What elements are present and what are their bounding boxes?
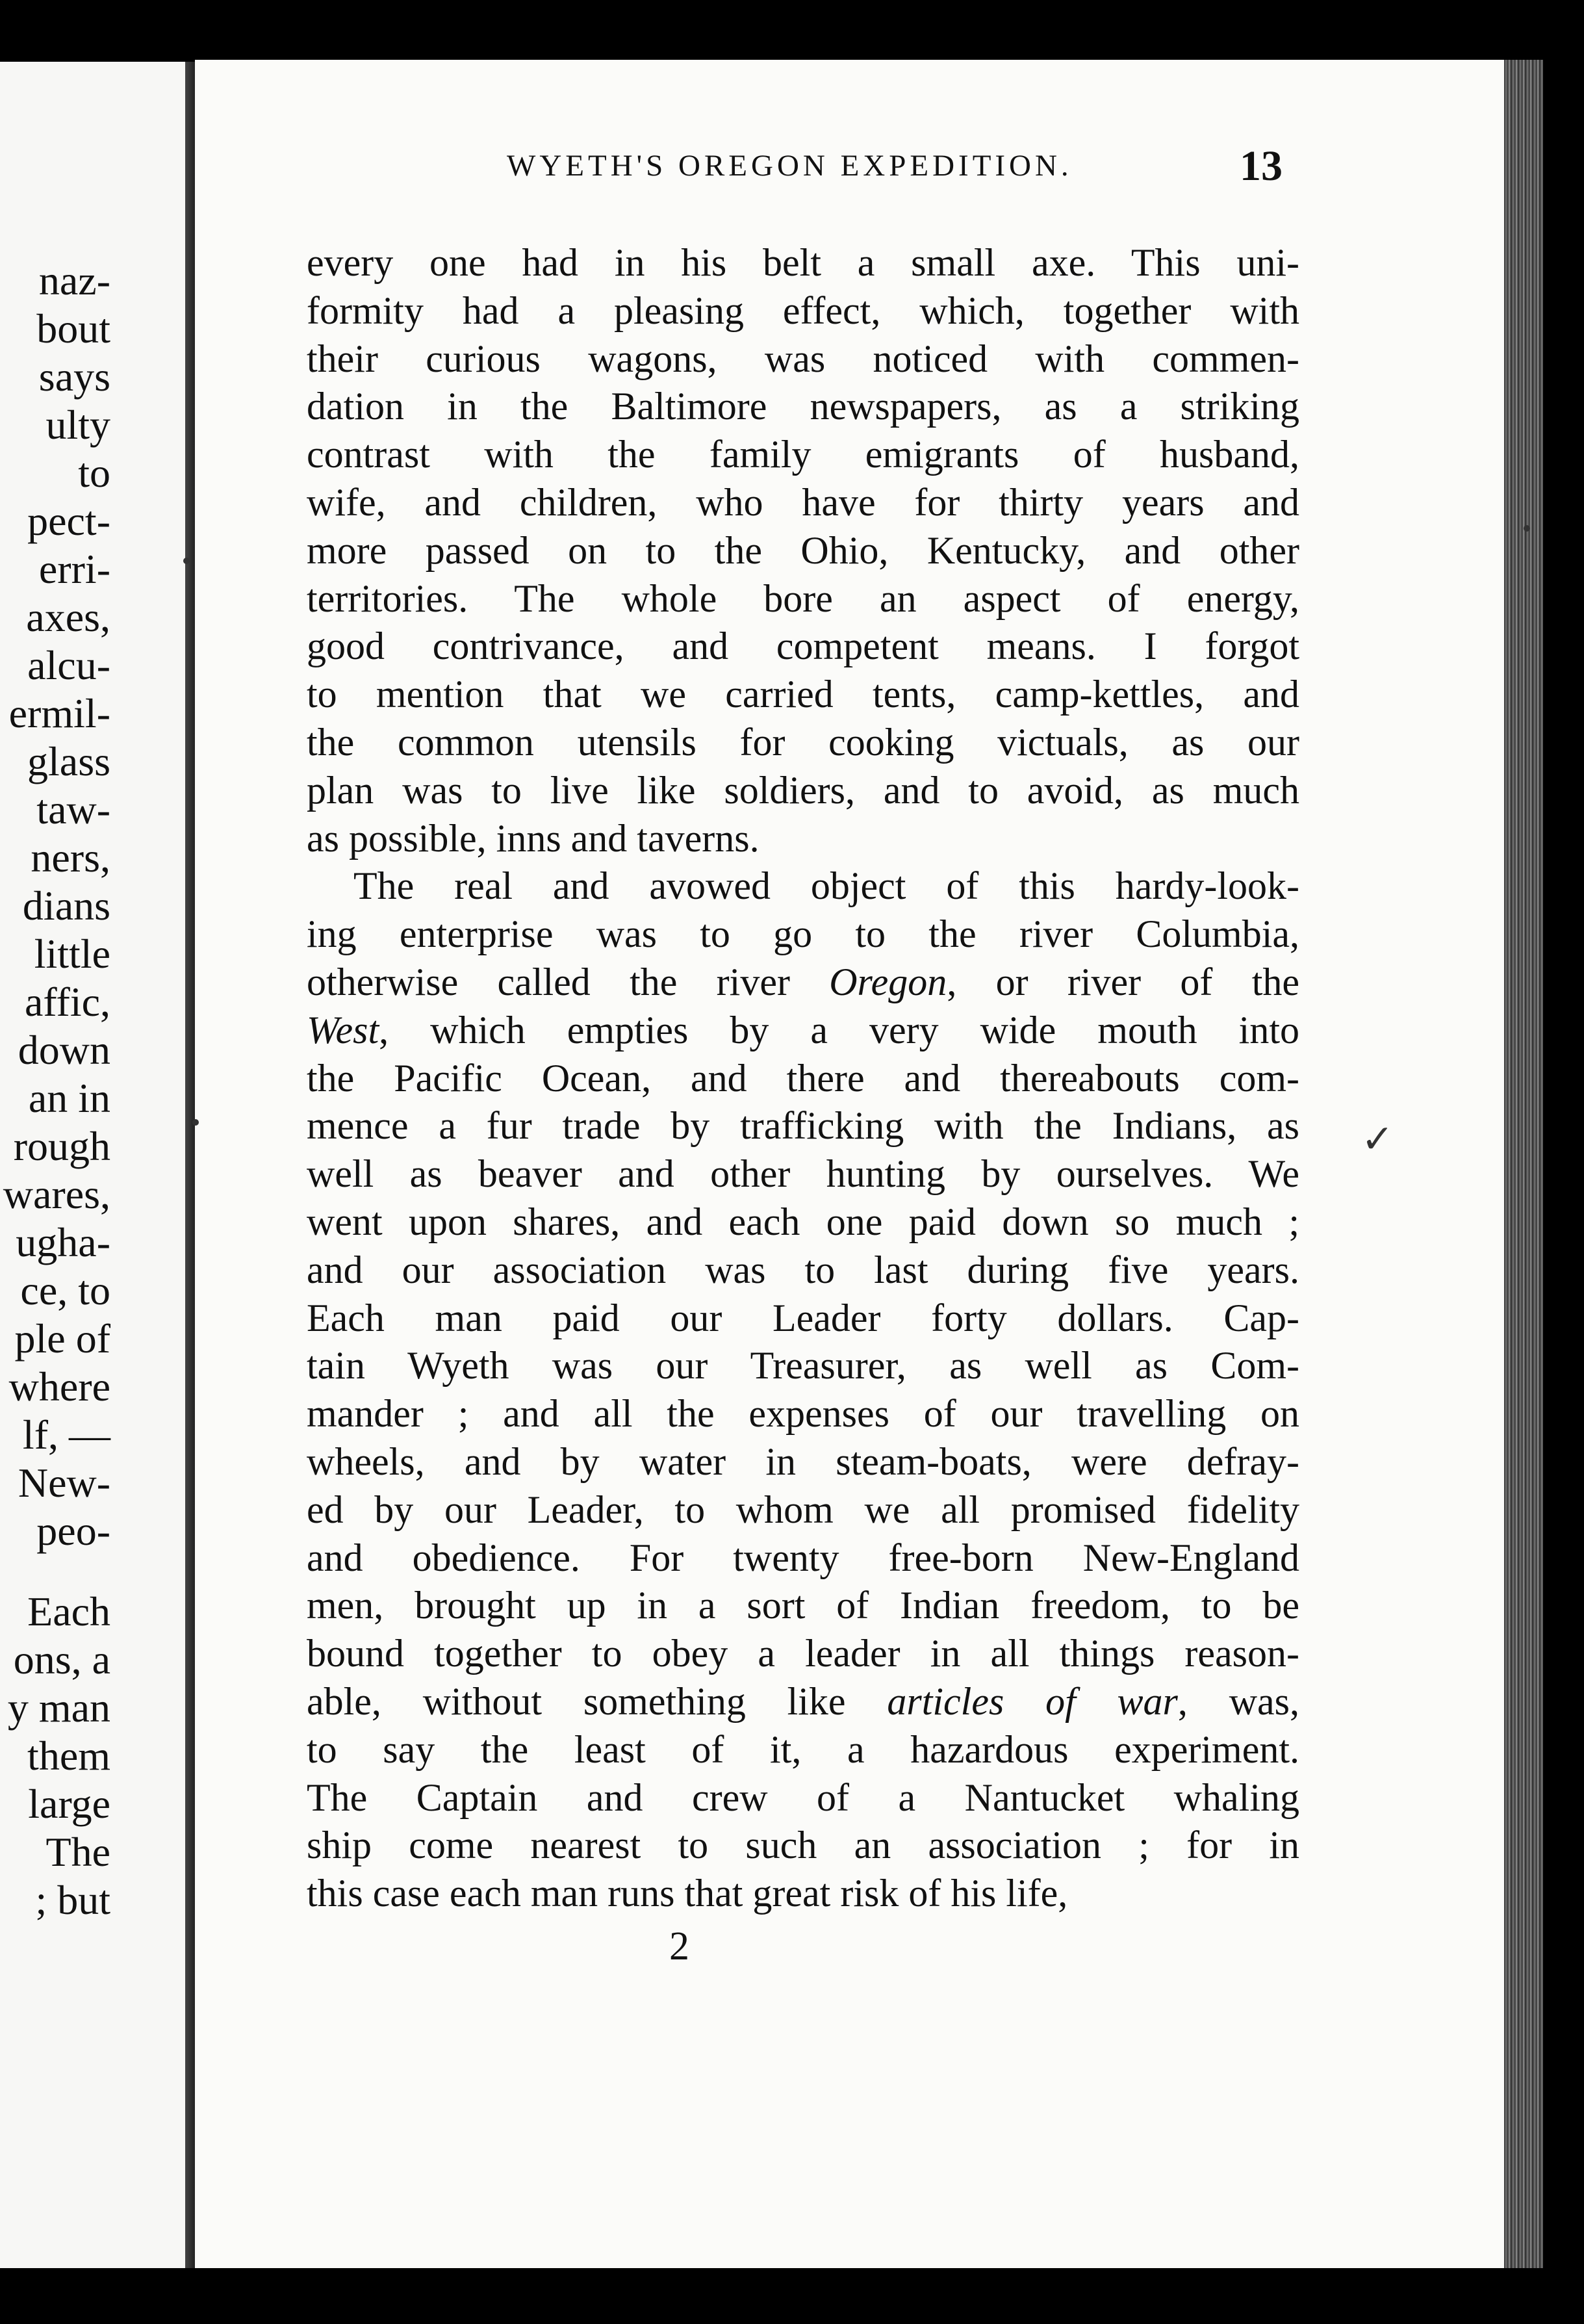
- previous-page-line: alcu-: [27, 642, 110, 688]
- previous-page-line: The: [45, 1829, 110, 1875]
- previous-page-line: dians: [22, 883, 110, 929]
- previous-page-line: erri-: [38, 546, 110, 592]
- previous-page-line: an in: [28, 1075, 110, 1121]
- body-line: West, which empties by a very wide mouth into: [307, 1008, 1299, 1052]
- signature-mark: 2: [669, 1924, 689, 1969]
- body-text: [307, 239, 1299, 1918]
- previous-page-line: [3, 1555, 110, 1588]
- previous-page-line: y man: [7, 1685, 110, 1731]
- body-line: as possible, inns and taverns.: [307, 816, 760, 860]
- previous-page-line: large: [28, 1781, 110, 1827]
- body-line: to mention that we carried tents, camp-kettles, and: [307, 673, 1299, 716]
- previous-page-line: ple of: [14, 1315, 110, 1362]
- margin-dot: [1524, 525, 1530, 532]
- previous-page-line: pect-: [27, 498, 110, 544]
- body-line: otherwise called the river Oregon, or river of the: [307, 960, 1299, 1003]
- body-line: wheels, and by water in steam-boats, were defray-: [307, 1440, 1299, 1483]
- body-line: contrast with the family emigrants of husband,: [307, 433, 1299, 476]
- body-line: the Pacific Ocean, and there and thereabouts com-: [307, 1056, 1299, 1100]
- margin-dot: [192, 1119, 199, 1126]
- body-line: and obedience. For twenty free-born New-England: [307, 1536, 1299, 1579]
- page-number: 13: [1240, 142, 1283, 190]
- previous-page-line: little: [34, 931, 110, 977]
- previous-page-line: glass: [27, 738, 110, 784]
- previous-page-fragment: [0, 62, 195, 2268]
- body-line: ed by our Leader, to whom we all promised fidelity: [307, 1488, 1299, 1531]
- previous-page-line: ulty: [45, 402, 110, 448]
- previous-page-line: ons, a: [13, 1636, 110, 1683]
- body-line: mander ; and all the expenses of our travelling on: [307, 1392, 1299, 1436]
- body-line: this case each man runs that great risk of his life,: [307, 1872, 1068, 1915]
- previous-page-line: ce, to: [20, 1267, 110, 1313]
- previous-page-line: where: [8, 1363, 110, 1410]
- running-head: WYETH'S OREGON EXPEDITION.: [507, 149, 1073, 183]
- body-line: formity had a pleasing effect, which, together with: [307, 289, 1299, 332]
- body-line: The real and avowed object of this hardy-look-: [353, 864, 1299, 908]
- body-line: The Captain and crew of a Nantucket whaling: [307, 1775, 1299, 1819]
- body-line: able, without something like articles of war, was,: [307, 1679, 1300, 1723]
- previous-page-line: ermil-: [8, 690, 110, 736]
- body-line: ing enterprise was to go to the river Columbia,: [307, 912, 1299, 956]
- previous-page-line: them: [27, 1733, 110, 1779]
- previous-page-line: rough: [13, 1123, 110, 1169]
- body-line: good contrivance, and competent means. I forgot: [307, 625, 1299, 668]
- body-line: to say the least of it, a hazardous experiment.: [307, 1727, 1299, 1771]
- body-line: Each man paid our Leader forty dollars. Cap-: [307, 1296, 1299, 1339]
- previous-page-line: taw-: [36, 786, 110, 833]
- body-line: tain Wyeth was our Treasurer, as well as Com-: [307, 1344, 1299, 1388]
- body-line: went upon shares, and each one paid down so much ;: [307, 1200, 1299, 1243]
- body-line: more passed on to the Ohio, Kentucky, and other: [307, 528, 1299, 572]
- previous-page-line: says: [38, 354, 110, 400]
- body-line: dation in the Baltimore newspapers, as a striking: [307, 385, 1299, 428]
- body-line: ship come nearest to such an association ; for in: [307, 1824, 1299, 1867]
- body-line: well as beaver and other hunting by ourselves. We: [307, 1152, 1299, 1196]
- previous-page-line: ugha-: [16, 1219, 110, 1265]
- body-line: men, brought up in a sort of Indian freedom, to be: [307, 1584, 1299, 1627]
- previous-page-line: down: [18, 1027, 110, 1073]
- previous-page-line: wares,: [3, 1171, 110, 1217]
- margin-dot: [183, 558, 190, 564]
- page-edge-stack: [1504, 60, 1543, 2268]
- previous-page-line: axes,: [26, 594, 110, 640]
- previous-page-line: naz-: [38, 257, 110, 303]
- previous-page-text: [3, 257, 110, 1924]
- body-line: wife, and children, who have for thirty years and: [307, 480, 1299, 524]
- body-line: mence a fur trade by trafficking with the Indians, as: [307, 1104, 1299, 1148]
- previous-page-line: New-: [18, 1460, 110, 1506]
- body-line: their curious wagons, was noticed with commen-: [307, 337, 1299, 380]
- previous-page-line: peo-: [36, 1508, 110, 1554]
- previous-page-line: ners,: [31, 834, 110, 881]
- body-line: plan was to live like soldiers, and to avoid, as much: [307, 768, 1299, 812]
- body-line: every one had in his belt a small axe. This uni-: [307, 241, 1299, 284]
- previous-page-line: affic,: [24, 979, 110, 1025]
- margin-check-mark: ✓: [1361, 1118, 1394, 1161]
- body-line: and our association was to last during five years.: [307, 1248, 1299, 1291]
- previous-page-line: lf, —: [22, 1412, 110, 1458]
- previous-page-line: ; but: [35, 1877, 110, 1923]
- body-line: bound together to obey a leader in all things reason-: [307, 1632, 1299, 1675]
- body-line: territories. The whole bore an aspect of energy,: [307, 576, 1299, 620]
- previous-page-line: to: [78, 450, 110, 496]
- previous-page-line: bout: [36, 305, 110, 352]
- previous-page-line: Each: [27, 1588, 110, 1634]
- body-line: the common utensils for cooking victuals, as our: [307, 720, 1299, 764]
